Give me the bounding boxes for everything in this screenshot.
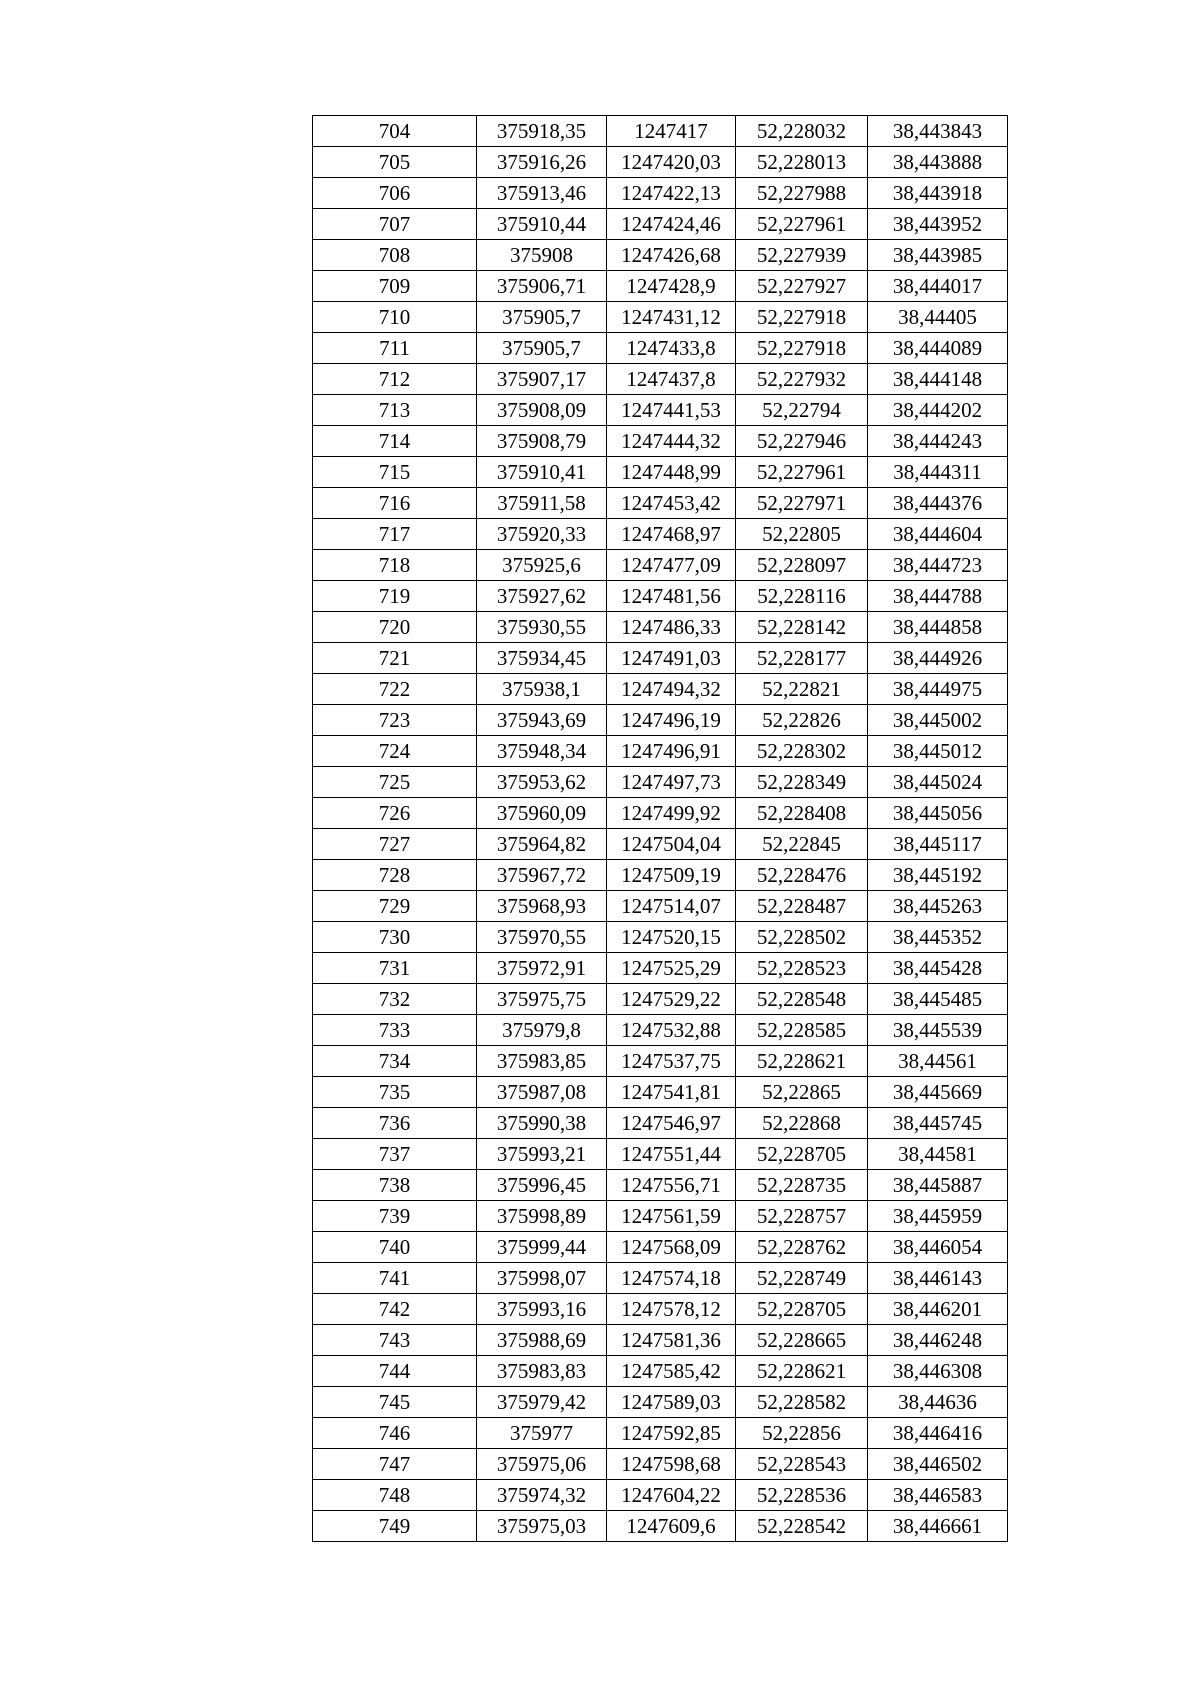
table-row — [313, 829, 1008, 860]
latitude-cell: 52,228523 — [736, 953, 868, 984]
y-coordinate-cell: 1247431,12 — [607, 302, 736, 333]
x-coordinate-cell: 375983,85 — [477, 1046, 607, 1077]
latitude-cell: 52,227961 — [736, 457, 868, 488]
x-coordinate-cell: 375975,06 — [477, 1449, 607, 1480]
table-row — [313, 1108, 1008, 1139]
y-coordinate-cell: 1247441,53 — [607, 395, 736, 426]
x-coordinate-cell: 375975,03 — [477, 1511, 607, 1542]
latitude-cell: 52,227918 — [736, 302, 868, 333]
longitude-cell: 38,445002 — [868, 705, 1008, 736]
latitude-cell: 52,227988 — [736, 178, 868, 209]
y-coordinate-cell: 1247568,09 — [607, 1232, 736, 1263]
x-coordinate-cell: 375998,07 — [477, 1263, 607, 1294]
latitude-cell: 52,227927 — [736, 271, 868, 302]
x-coordinate-cell: 375938,1 — [477, 674, 607, 705]
x-coordinate-cell: 375927,62 — [477, 581, 607, 612]
longitude-cell: 38,445012 — [868, 736, 1008, 767]
y-coordinate-cell: 1247428,9 — [607, 271, 736, 302]
point-number-cell: 739 — [313, 1201, 477, 1232]
longitude-cell: 38,446143 — [868, 1263, 1008, 1294]
table-row — [313, 395, 1008, 426]
y-coordinate-cell: 1247585,42 — [607, 1356, 736, 1387]
point-number-cell: 732 — [313, 984, 477, 1015]
table-row — [313, 1480, 1008, 1511]
point-number-cell: 731 — [313, 953, 477, 984]
y-coordinate-cell: 1247532,88 — [607, 1015, 736, 1046]
latitude-cell: 52,228349 — [736, 767, 868, 798]
y-coordinate-cell: 1247504,04 — [607, 829, 736, 860]
longitude-cell: 38,444926 — [868, 643, 1008, 674]
longitude-cell: 38,443952 — [868, 209, 1008, 240]
x-coordinate-cell: 375906,71 — [477, 271, 607, 302]
x-coordinate-cell: 375934,45 — [477, 643, 607, 674]
point-number-cell: 749 — [313, 1511, 477, 1542]
y-coordinate-cell: 1247424,46 — [607, 209, 736, 240]
x-coordinate-cell: 375930,55 — [477, 612, 607, 643]
longitude-cell: 38,445959 — [868, 1201, 1008, 1232]
point-number-cell: 730 — [313, 922, 477, 953]
table-row — [313, 519, 1008, 550]
longitude-cell: 38,443985 — [868, 240, 1008, 271]
y-coordinate-cell: 1247589,03 — [607, 1387, 736, 1418]
latitude-cell: 52,228542 — [736, 1511, 868, 1542]
latitude-cell: 52,228502 — [736, 922, 868, 953]
latitude-cell: 52,228582 — [736, 1387, 868, 1418]
point-number-cell: 740 — [313, 1232, 477, 1263]
coordinates-table — [312, 115, 1008, 1542]
point-number-cell: 712 — [313, 364, 477, 395]
latitude-cell: 52,227932 — [736, 364, 868, 395]
longitude-cell: 38,445485 — [868, 984, 1008, 1015]
table-row — [313, 1356, 1008, 1387]
point-number-cell: 717 — [313, 519, 477, 550]
longitude-cell: 38,444202 — [868, 395, 1008, 426]
latitude-cell: 52,22865 — [736, 1077, 868, 1108]
longitude-cell: 38,445263 — [868, 891, 1008, 922]
table-row — [313, 426, 1008, 457]
x-coordinate-cell: 375925,6 — [477, 550, 607, 581]
x-coordinate-cell: 375999,44 — [477, 1232, 607, 1263]
x-coordinate-cell: 375908,79 — [477, 426, 607, 457]
point-number-cell: 736 — [313, 1108, 477, 1139]
x-coordinate-cell: 375916,26 — [477, 147, 607, 178]
x-coordinate-cell: 375920,33 — [477, 519, 607, 550]
latitude-cell: 52,228705 — [736, 1139, 868, 1170]
table-row — [313, 1015, 1008, 1046]
x-coordinate-cell: 375918,35 — [477, 116, 607, 147]
point-number-cell: 726 — [313, 798, 477, 829]
point-number-cell: 741 — [313, 1263, 477, 1294]
latitude-cell: 52,227971 — [736, 488, 868, 519]
latitude-cell: 52,228302 — [736, 736, 868, 767]
point-number-cell: 706 — [313, 178, 477, 209]
table-row — [313, 798, 1008, 829]
point-number-cell: 747 — [313, 1449, 477, 1480]
point-number-cell: 729 — [313, 891, 477, 922]
x-coordinate-cell: 375975,75 — [477, 984, 607, 1015]
y-coordinate-cell: 1247444,32 — [607, 426, 736, 457]
latitude-cell: 52,228548 — [736, 984, 868, 1015]
table-row — [313, 1325, 1008, 1356]
point-number-cell: 704 — [313, 116, 477, 147]
x-coordinate-cell: 375960,09 — [477, 798, 607, 829]
x-coordinate-cell: 375948,34 — [477, 736, 607, 767]
x-coordinate-cell: 375979,42 — [477, 1387, 607, 1418]
y-coordinate-cell: 1247420,03 — [607, 147, 736, 178]
longitude-cell: 38,444311 — [868, 457, 1008, 488]
longitude-cell: 38,444243 — [868, 426, 1008, 457]
longitude-cell: 38,444788 — [868, 581, 1008, 612]
x-coordinate-cell: 375972,91 — [477, 953, 607, 984]
latitude-cell: 52,228032 — [736, 116, 868, 147]
point-number-cell: 721 — [313, 643, 477, 674]
longitude-cell: 38,444017 — [868, 271, 1008, 302]
x-coordinate-cell: 375977 — [477, 1418, 607, 1449]
x-coordinate-cell: 375913,46 — [477, 178, 607, 209]
y-coordinate-cell: 1247509,19 — [607, 860, 736, 891]
table-row — [313, 1449, 1008, 1480]
y-coordinate-cell: 1247546,97 — [607, 1108, 736, 1139]
table-row — [313, 953, 1008, 984]
longitude-cell: 38,445056 — [868, 798, 1008, 829]
point-number-cell: 728 — [313, 860, 477, 891]
table-row — [313, 612, 1008, 643]
point-number-cell: 713 — [313, 395, 477, 426]
point-number-cell: 724 — [313, 736, 477, 767]
longitude-cell: 38,443888 — [868, 147, 1008, 178]
table-row — [313, 147, 1008, 178]
table-row — [313, 1294, 1008, 1325]
longitude-cell: 38,444148 — [868, 364, 1008, 395]
y-coordinate-cell: 1247592,85 — [607, 1418, 736, 1449]
x-coordinate-cell: 375979,8 — [477, 1015, 607, 1046]
table-row — [313, 891, 1008, 922]
table-row — [313, 271, 1008, 302]
point-number-cell: 723 — [313, 705, 477, 736]
y-coordinate-cell: 1247525,29 — [607, 953, 736, 984]
x-coordinate-cell: 375987,08 — [477, 1077, 607, 1108]
longitude-cell: 38,445428 — [868, 953, 1008, 984]
point-number-cell: 743 — [313, 1325, 477, 1356]
y-coordinate-cell: 1247541,81 — [607, 1077, 736, 1108]
x-coordinate-cell: 375996,45 — [477, 1170, 607, 1201]
table-row — [313, 922, 1008, 953]
latitude-cell: 52,228476 — [736, 860, 868, 891]
longitude-cell: 38,446308 — [868, 1356, 1008, 1387]
x-coordinate-cell: 375964,82 — [477, 829, 607, 860]
x-coordinate-cell: 375907,17 — [477, 364, 607, 395]
longitude-cell: 38,446583 — [868, 1480, 1008, 1511]
table-row — [313, 1046, 1008, 1077]
latitude-cell: 52,228749 — [736, 1263, 868, 1294]
point-number-cell: 715 — [313, 457, 477, 488]
table-row — [313, 1511, 1008, 1542]
table-row — [313, 1418, 1008, 1449]
point-number-cell: 710 — [313, 302, 477, 333]
table-row — [313, 1232, 1008, 1263]
y-coordinate-cell: 1247598,68 — [607, 1449, 736, 1480]
y-coordinate-cell: 1247477,09 — [607, 550, 736, 581]
point-number-cell: 714 — [313, 426, 477, 457]
point-number-cell: 742 — [313, 1294, 477, 1325]
y-coordinate-cell: 1247551,44 — [607, 1139, 736, 1170]
longitude-cell: 38,444376 — [868, 488, 1008, 519]
point-number-cell: 748 — [313, 1480, 477, 1511]
latitude-cell: 52,22856 — [736, 1418, 868, 1449]
latitude-cell: 52,228142 — [736, 612, 868, 643]
latitude-cell: 52,228487 — [736, 891, 868, 922]
longitude-cell: 38,44405 — [868, 302, 1008, 333]
y-coordinate-cell: 1247437,8 — [607, 364, 736, 395]
latitude-cell: 52,22868 — [736, 1108, 868, 1139]
table-row — [313, 1263, 1008, 1294]
longitude-cell: 38,444975 — [868, 674, 1008, 705]
table-row — [313, 1170, 1008, 1201]
longitude-cell: 38,44561 — [868, 1046, 1008, 1077]
latitude-cell: 52,228097 — [736, 550, 868, 581]
longitude-cell: 38,446054 — [868, 1232, 1008, 1263]
longitude-cell: 38,445117 — [868, 829, 1008, 860]
table-row — [313, 240, 1008, 271]
latitude-cell: 52,22794 — [736, 395, 868, 426]
latitude-cell: 52,228665 — [736, 1325, 868, 1356]
table-row — [313, 1387, 1008, 1418]
y-coordinate-cell: 1247481,56 — [607, 581, 736, 612]
latitude-cell: 52,22821 — [736, 674, 868, 705]
y-coordinate-cell: 1247556,71 — [607, 1170, 736, 1201]
y-coordinate-cell: 1247496,19 — [607, 705, 736, 736]
y-coordinate-cell: 1247448,99 — [607, 457, 736, 488]
longitude-cell: 38,446661 — [868, 1511, 1008, 1542]
table-row — [313, 364, 1008, 395]
table-row — [313, 302, 1008, 333]
point-number-cell: 719 — [313, 581, 477, 612]
latitude-cell: 52,228408 — [736, 798, 868, 829]
longitude-cell: 38,446248 — [868, 1325, 1008, 1356]
point-number-cell: 709 — [313, 271, 477, 302]
longitude-cell: 38,446416 — [868, 1418, 1008, 1449]
latitude-cell: 52,227961 — [736, 209, 868, 240]
y-coordinate-cell: 1247581,36 — [607, 1325, 736, 1356]
x-coordinate-cell: 375908 — [477, 240, 607, 271]
y-coordinate-cell: 1247537,75 — [607, 1046, 736, 1077]
table-row — [313, 550, 1008, 581]
y-coordinate-cell: 1247499,92 — [607, 798, 736, 829]
y-coordinate-cell: 1247609,6 — [607, 1511, 736, 1542]
longitude-cell: 38,44581 — [868, 1139, 1008, 1170]
table-row — [313, 333, 1008, 364]
table-row — [313, 209, 1008, 240]
latitude-cell: 52,228013 — [736, 147, 868, 178]
table-row — [313, 1201, 1008, 1232]
point-number-cell: 746 — [313, 1418, 477, 1449]
point-number-cell: 727 — [313, 829, 477, 860]
y-coordinate-cell: 1247497,73 — [607, 767, 736, 798]
x-coordinate-cell: 375983,83 — [477, 1356, 607, 1387]
table-row — [313, 116, 1008, 147]
longitude-cell: 38,44636 — [868, 1387, 1008, 1418]
y-coordinate-cell: 1247496,91 — [607, 736, 736, 767]
y-coordinate-cell: 1247422,13 — [607, 178, 736, 209]
coordinates-table-body — [313, 116, 1008, 1542]
point-number-cell: 718 — [313, 550, 477, 581]
x-coordinate-cell: 375943,69 — [477, 705, 607, 736]
latitude-cell: 52,22845 — [736, 829, 868, 860]
point-number-cell: 708 — [313, 240, 477, 271]
longitude-cell: 38,444723 — [868, 550, 1008, 581]
y-coordinate-cell: 1247494,32 — [607, 674, 736, 705]
point-number-cell: 711 — [313, 333, 477, 364]
latitude-cell: 52,228621 — [736, 1356, 868, 1387]
y-coordinate-cell: 1247578,12 — [607, 1294, 736, 1325]
y-coordinate-cell: 1247520,15 — [607, 922, 736, 953]
x-coordinate-cell: 375910,44 — [477, 209, 607, 240]
point-number-cell: 720 — [313, 612, 477, 643]
longitude-cell: 38,443843 — [868, 116, 1008, 147]
point-number-cell: 716 — [313, 488, 477, 519]
longitude-cell: 38,446502 — [868, 1449, 1008, 1480]
latitude-cell: 52,228536 — [736, 1480, 868, 1511]
x-coordinate-cell: 375905,7 — [477, 333, 607, 364]
table-row — [313, 705, 1008, 736]
longitude-cell: 38,445192 — [868, 860, 1008, 891]
y-coordinate-cell: 1247486,33 — [607, 612, 736, 643]
y-coordinate-cell: 1247574,18 — [607, 1263, 736, 1294]
longitude-cell: 38,444604 — [868, 519, 1008, 550]
y-coordinate-cell: 1247491,03 — [607, 643, 736, 674]
x-coordinate-cell: 375967,72 — [477, 860, 607, 891]
latitude-cell: 52,22805 — [736, 519, 868, 550]
x-coordinate-cell: 375905,7 — [477, 302, 607, 333]
latitude-cell: 52,228621 — [736, 1046, 868, 1077]
x-coordinate-cell: 375968,93 — [477, 891, 607, 922]
table-row — [313, 767, 1008, 798]
longitude-cell: 38,445024 — [868, 767, 1008, 798]
longitude-cell: 38,445539 — [868, 1015, 1008, 1046]
table-row — [313, 984, 1008, 1015]
point-number-cell: 735 — [313, 1077, 477, 1108]
point-number-cell: 725 — [313, 767, 477, 798]
latitude-cell: 52,22826 — [736, 705, 868, 736]
table-row — [313, 1077, 1008, 1108]
point-number-cell: 705 — [313, 147, 477, 178]
longitude-cell: 38,444858 — [868, 612, 1008, 643]
point-number-cell: 707 — [313, 209, 477, 240]
x-coordinate-cell: 375908,09 — [477, 395, 607, 426]
latitude-cell: 52,227946 — [736, 426, 868, 457]
point-number-cell: 744 — [313, 1356, 477, 1387]
table-row — [313, 736, 1008, 767]
latitude-cell: 52,228757 — [736, 1201, 868, 1232]
y-coordinate-cell: 1247529,22 — [607, 984, 736, 1015]
y-coordinate-cell: 1247417 — [607, 116, 736, 147]
x-coordinate-cell: 375993,16 — [477, 1294, 607, 1325]
latitude-cell: 52,227939 — [736, 240, 868, 271]
longitude-cell: 38,444089 — [868, 333, 1008, 364]
point-number-cell: 737 — [313, 1139, 477, 1170]
x-coordinate-cell: 375911,58 — [477, 488, 607, 519]
table-row — [313, 860, 1008, 891]
table-row — [313, 488, 1008, 519]
y-coordinate-cell: 1247604,22 — [607, 1480, 736, 1511]
x-coordinate-cell: 375970,55 — [477, 922, 607, 953]
y-coordinate-cell: 1247561,59 — [607, 1201, 736, 1232]
x-coordinate-cell: 375998,89 — [477, 1201, 607, 1232]
y-coordinate-cell: 1247468,97 — [607, 519, 736, 550]
x-coordinate-cell: 375974,32 — [477, 1480, 607, 1511]
x-coordinate-cell: 375988,69 — [477, 1325, 607, 1356]
table-row — [313, 581, 1008, 612]
y-coordinate-cell: 1247426,68 — [607, 240, 736, 271]
latitude-cell: 52,227918 — [736, 333, 868, 364]
longitude-cell: 38,445669 — [868, 1077, 1008, 1108]
point-number-cell: 733 — [313, 1015, 477, 1046]
longitude-cell: 38,445745 — [868, 1108, 1008, 1139]
x-coordinate-cell: 375993,21 — [477, 1139, 607, 1170]
x-coordinate-cell: 375990,38 — [477, 1108, 607, 1139]
latitude-cell: 52,228735 — [736, 1170, 868, 1201]
latitude-cell: 52,228705 — [736, 1294, 868, 1325]
x-coordinate-cell: 375910,41 — [477, 457, 607, 488]
point-number-cell: 738 — [313, 1170, 477, 1201]
table-row — [313, 457, 1008, 488]
table-row — [313, 674, 1008, 705]
point-number-cell: 745 — [313, 1387, 477, 1418]
longitude-cell: 38,445887 — [868, 1170, 1008, 1201]
longitude-cell: 38,445352 — [868, 922, 1008, 953]
point-number-cell: 722 — [313, 674, 477, 705]
y-coordinate-cell: 1247514,07 — [607, 891, 736, 922]
y-coordinate-cell: 1247453,42 — [607, 488, 736, 519]
latitude-cell: 52,228585 — [736, 1015, 868, 1046]
latitude-cell: 52,228116 — [736, 581, 868, 612]
table-row — [313, 643, 1008, 674]
latitude-cell: 52,228177 — [736, 643, 868, 674]
latitude-cell: 52,228543 — [736, 1449, 868, 1480]
longitude-cell: 38,446201 — [868, 1294, 1008, 1325]
point-number-cell: 734 — [313, 1046, 477, 1077]
longitude-cell: 38,443918 — [868, 178, 1008, 209]
x-coordinate-cell: 375953,62 — [477, 767, 607, 798]
table-row — [313, 178, 1008, 209]
latitude-cell: 52,228762 — [736, 1232, 868, 1263]
table-row — [313, 1139, 1008, 1170]
y-coordinate-cell: 1247433,8 — [607, 333, 736, 364]
